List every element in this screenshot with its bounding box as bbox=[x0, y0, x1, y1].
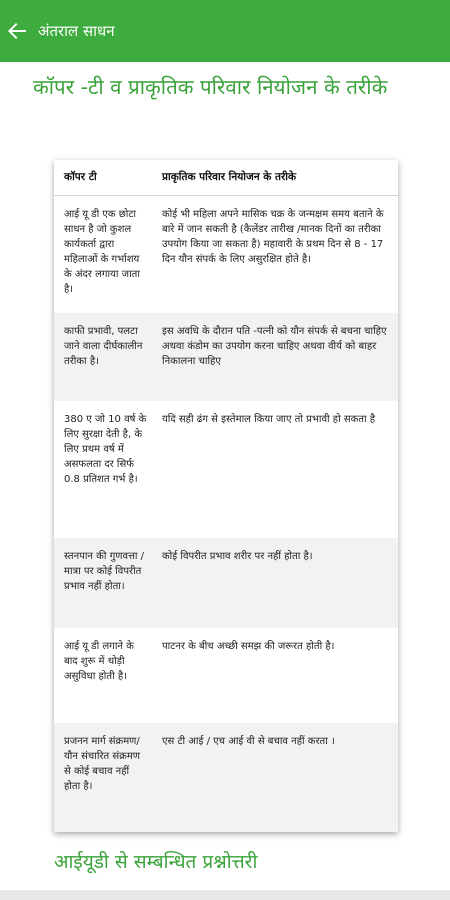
cell-copper-t: आई यू डी लगाने के बाद शुरू में थोड़ी असुविधा होती है। bbox=[64, 641, 134, 682]
cell-natural: एस टी आई / एच आई वी से बचाव नहीं करता । bbox=[162, 736, 335, 747]
back-button[interactable] bbox=[4, 18, 30, 44]
cell-copper-t: आई यू डी एक छोटा साधन है जो कुशल कार्यकर्ता द्वारा महिलाओं के गर्भाशय के अंदर लगाया जाता है। bbox=[64, 209, 140, 295]
table-row bbox=[54, 538, 398, 628]
cell-copper-t: काफी प्रभावी, पलटा जाने वाला दीर्घकालीन तरीका है। bbox=[64, 326, 143, 367]
header-natural-methods: प्राकृतिक परिवार नियोजन के तरीके bbox=[162, 171, 297, 183]
section-subtitle: आईयूडी से सम्बन्धित प्रश्नोत्तरी bbox=[54, 851, 258, 873]
table-row bbox=[54, 313, 398, 401]
cell-natural: इस अवधि के दौरान पति -पत्नी को यौन संपर्क से बचना चाहिए अथवा कंडोम का उपयोग करना चाहिए अथवा वीर्य को बाहर निकालना चाहिए bbox=[162, 326, 387, 367]
page-heading: कॉपर -टी व प्राकृतिक परिवार नियोजन के तरीके bbox=[33, 75, 388, 99]
table-row bbox=[54, 401, 398, 538]
app-bar-title: अंतराल साधन bbox=[38, 22, 115, 40]
arrow-left-icon bbox=[5, 19, 29, 43]
header-copper-t: कॉपर टी bbox=[64, 171, 97, 183]
table-row bbox=[54, 196, 398, 313]
cell-natural: कोई विपरीत प्रभाव शरीर पर नहीं होता है। bbox=[162, 551, 313, 562]
table-header bbox=[54, 160, 398, 196]
table-row bbox=[54, 628, 398, 723]
cell-copper-t: प्रजनन मार्ग संक्रमण/ यौन संचारित संक्रमण से कोई बचाव नहीं होता है। bbox=[64, 736, 141, 792]
cell-natural: कोई भी महिला अपने मासिक चक्र के जन्मक्षम समय बताने के बारे में जान सकती है (कैलेंडर तारीख /मानक दिनों का तरीका उपयोग किया जा सकता है) महावारी के प्रथम दिन से 8 - 17 दिन यौन संपर्क के लिए असुरक्षित होते है। bbox=[162, 209, 384, 265]
cell-natural: यदि सही ढंग से इस्तेमाल किया जाए तो प्रभावी हो सकता है bbox=[162, 414, 376, 425]
cell-copper-t: स्तनपान की गुणवत्ता /मात्रा पर कोई विपरीत प्रभाव नहीं होता। bbox=[64, 551, 145, 592]
app-bar bbox=[0, 0, 450, 62]
comparison-table bbox=[54, 160, 398, 832]
bottom-divider bbox=[0, 890, 450, 900]
table-row bbox=[54, 723, 398, 832]
cell-natural: पाटनर के बीच अच्छी समझ की जरूरत होती है। bbox=[162, 641, 335, 652]
cell-copper-t: 380 ए जो 10 वर्ष के लिए सुरक्षा देती है, के लिए प्रथम वर्ष में असफलता दर सिर्फ 0.8 प्रतिशत गर्भ है। bbox=[64, 414, 147, 485]
